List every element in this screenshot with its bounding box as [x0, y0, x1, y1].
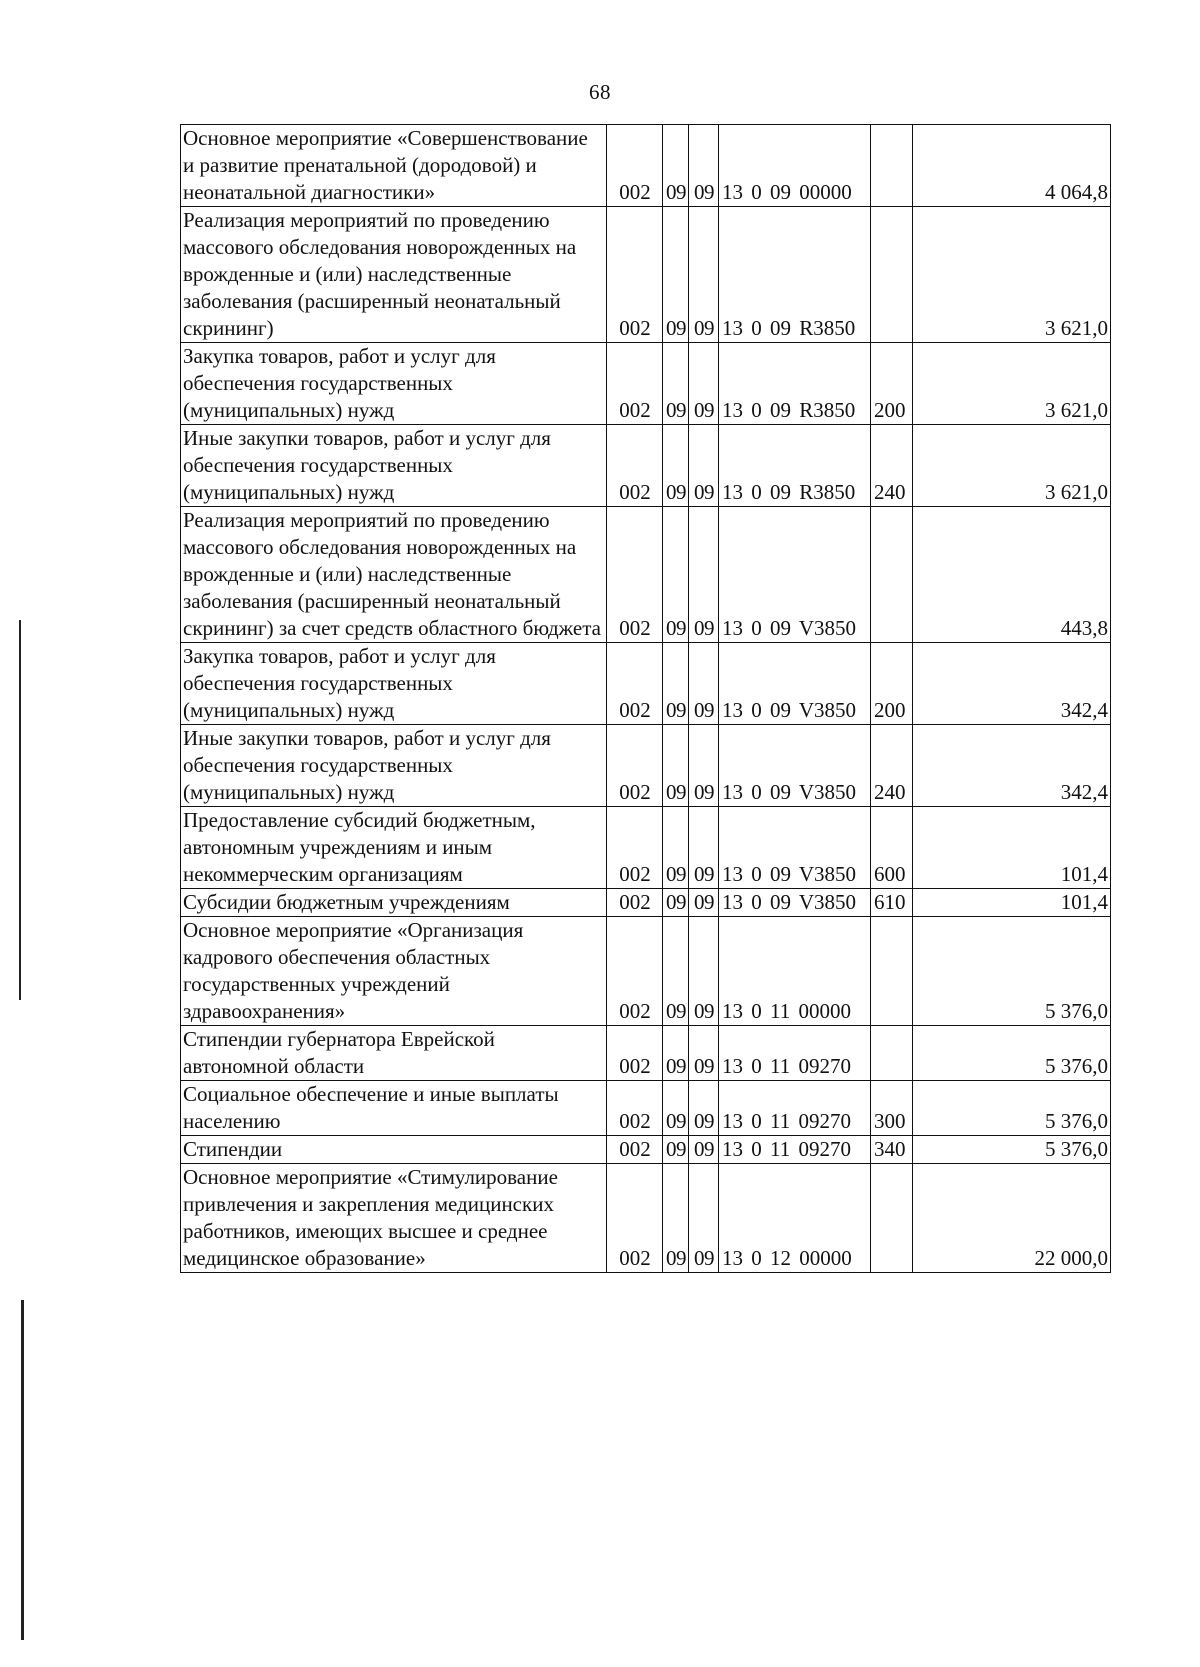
cell-expense-type: 340 [871, 1136, 913, 1164]
cell-expense-type [871, 207, 913, 343]
cell-subsection: 09 [689, 807, 719, 889]
cell-amount: 5 376,0 [913, 1081, 1111, 1136]
cell-section: 09 [663, 889, 689, 917]
table-row [181, 507, 1111, 643]
cell-subsection: 09 [689, 889, 719, 917]
cell-expense-type: 300 [871, 1081, 913, 1136]
cell-section: 09 [663, 507, 689, 643]
cell-section: 09 [663, 425, 689, 507]
cell-target-article: 13 0 11 00000 [719, 917, 871, 1026]
cell-section: 09 [663, 1136, 689, 1164]
cell-amount: 5 376,0 [913, 1026, 1111, 1081]
cell-name: Стипендии [181, 1136, 607, 1164]
cell-name: Стипендии губернатора Еврейской автономной области [181, 1026, 607, 1081]
cell-subsection: 09 [689, 917, 719, 1026]
cell-ministry-code: 002 [607, 917, 663, 1026]
cell-name: Предоставление субсидий бюджетным, автономным учреждениям и иным некоммерческим организациям [181, 807, 607, 889]
cell-section: 09 [663, 207, 689, 343]
cell-expense-type: 600 [871, 807, 913, 889]
cell-section: 09 [663, 725, 689, 807]
cell-target-article: 13 0 11 09270 [719, 1136, 871, 1164]
table-row [181, 807, 1111, 889]
cell-target-article: 13 0 12 00000 [719, 1164, 871, 1273]
cell-target-article: 13 0 09 R3850 [719, 425, 871, 507]
cell-expense-type [871, 507, 913, 643]
cell-expense-type [871, 917, 913, 1026]
cell-expense-type: 200 [871, 643, 913, 725]
cell-section: 09 [663, 125, 689, 207]
scan-edge-line-lower [21, 1300, 24, 1640]
cell-ministry-code: 002 [607, 425, 663, 507]
cell-ministry-code: 002 [607, 1136, 663, 1164]
cell-amount: 101,4 [913, 889, 1111, 917]
cell-name: Основное мероприятие «Организация кадрового обеспечения областных государственных учреждений здравоохранения» [181, 917, 607, 1026]
cell-amount: 5 376,0 [913, 1136, 1111, 1164]
table-row [181, 1081, 1111, 1136]
cell-name: Закупка товаров, работ и услуг для обеспечения государственных (муниципальных) нужд [181, 343, 607, 425]
cell-subsection: 09 [689, 425, 719, 507]
cell-expense-type [871, 1164, 913, 1273]
cell-target-article: 13 0 09 R3850 [719, 343, 871, 425]
cell-subsection: 09 [689, 507, 719, 643]
page-number: 68 [589, 80, 611, 104]
table-row [181, 207, 1111, 343]
cell-expense-type [871, 1026, 913, 1081]
cell-ministry-code: 002 [607, 343, 663, 425]
table-row [181, 343, 1111, 425]
cell-subsection: 09 [689, 1026, 719, 1081]
cell-subsection: 09 [689, 1164, 719, 1273]
table-row [181, 425, 1111, 507]
cell-subsection: 09 [689, 1136, 719, 1164]
budget-table [180, 124, 1111, 1273]
cell-expense-type: 240 [871, 725, 913, 807]
cell-expense-type: 200 [871, 343, 913, 425]
table-row [181, 1026, 1111, 1081]
cell-amount: 4 064,8 [913, 125, 1111, 207]
cell-subsection: 09 [689, 643, 719, 725]
cell-target-article: 13 0 09 V3850 [719, 725, 871, 807]
cell-amount: 3 621,0 [913, 207, 1111, 343]
cell-section: 09 [663, 807, 689, 889]
cell-subsection: 09 [689, 207, 719, 343]
cell-amount: 443,8 [913, 507, 1111, 643]
cell-target-article: 13 0 09 00000 [719, 125, 871, 207]
cell-expense-type [871, 125, 913, 207]
cell-name: Основное мероприятие «Стимулирование привлечения и закрепления медицинских работников, имеющих высшее и среднее медицинское образование» [181, 1164, 607, 1273]
cell-amount: 101,4 [913, 807, 1111, 889]
cell-target-article: 13 0 09 V3850 [719, 807, 871, 889]
cell-subsection: 09 [689, 343, 719, 425]
cell-section: 09 [663, 1026, 689, 1081]
cell-name: Социальное обеспечение и иные выплаты населению [181, 1081, 607, 1136]
cell-section: 09 [663, 917, 689, 1026]
cell-name: Иные закупки товаров, работ и услуг для обеспечения государственных (муниципальных) нужд [181, 425, 607, 507]
table-row [181, 1136, 1111, 1164]
table-row [181, 725, 1111, 807]
cell-name: Закупка товаров, работ и услуг для обеспечения государственных (муниципальных) нужд [181, 643, 607, 725]
cell-ministry-code: 002 [607, 725, 663, 807]
cell-ministry-code: 002 [607, 125, 663, 207]
cell-subsection: 09 [689, 725, 719, 807]
cell-ministry-code: 002 [607, 207, 663, 343]
cell-amount: 342,4 [913, 725, 1111, 807]
cell-expense-type: 610 [871, 889, 913, 917]
cell-amount: 22 000,0 [913, 1164, 1111, 1273]
cell-section: 09 [663, 643, 689, 725]
cell-ministry-code: 002 [607, 507, 663, 643]
cell-target-article: 13 0 09 V3850 [719, 889, 871, 917]
cell-name: Реализация мероприятий по проведению массового обследования новорожденных на врожденные и (или) наследственные заболевания (расширенный неонатальный скрининг) за счет средств областного бюджета [181, 507, 607, 643]
cell-ministry-code: 002 [607, 1026, 663, 1081]
cell-target-article: 13 0 09 R3850 [719, 207, 871, 343]
cell-subsection: 09 [689, 1081, 719, 1136]
cell-amount: 3 621,0 [913, 343, 1111, 425]
cell-name: Основное мероприятие «Совершенствование и развитие пренатальной (дородовой) и неонатальной диагностики» [181, 125, 607, 207]
cell-target-article: 13 0 11 09270 [719, 1081, 871, 1136]
cell-name: Реализация мероприятий по проведению массового обследования новорожденных на врожденные и (или) наследственные заболевания (расширенный неонатальный скрининг) [181, 207, 607, 343]
cell-amount: 3 621,0 [913, 425, 1111, 507]
cell-ministry-code: 002 [607, 807, 663, 889]
cell-target-article: 13 0 09 V3850 [719, 643, 871, 725]
budget-table-container [180, 124, 1110, 1273]
table-row [181, 889, 1111, 917]
cell-expense-type: 240 [871, 425, 913, 507]
cell-amount: 342,4 [913, 643, 1111, 725]
cell-section: 09 [663, 343, 689, 425]
cell-section: 09 [663, 1081, 689, 1136]
cell-name: Иные закупки товаров, работ и услуг для обеспечения государственных (муниципальных) нужд [181, 725, 607, 807]
table-row [181, 917, 1111, 1026]
cell-ministry-code: 002 [607, 889, 663, 917]
cell-amount: 5 376,0 [913, 917, 1111, 1026]
cell-target-article: 13 0 09 V3850 [719, 507, 871, 643]
cell-section: 09 [663, 1164, 689, 1273]
cell-ministry-code: 002 [607, 1081, 663, 1136]
cell-subsection: 09 [689, 125, 719, 207]
table-row [181, 1164, 1111, 1273]
budget-table-body [181, 125, 1111, 1273]
cell-ministry-code: 002 [607, 1164, 663, 1273]
cell-ministry-code: 002 [607, 643, 663, 725]
cell-target-article: 13 0 11 09270 [719, 1026, 871, 1081]
table-row [181, 125, 1111, 207]
cell-name: Субсидии бюджетным учреждениям [181, 889, 607, 917]
scan-edge-line-upper [19, 620, 21, 1000]
table-row [181, 643, 1111, 725]
